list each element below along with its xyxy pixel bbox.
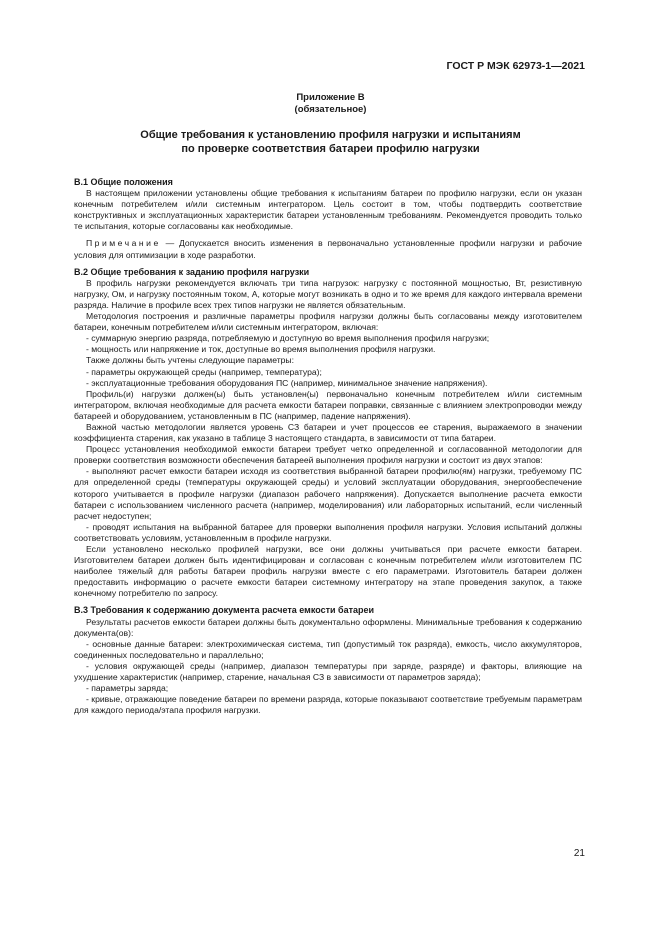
note-text: — Допускается вносить изменения в первоначально установленные профили нагрузки и рабочие условия для оптимизации в ходе разработки.: [74, 238, 582, 260]
list-item: - условия окружающей среды (например, диапазон температуры при заряде, разряде) и факторы, влияющие на ухудшение характеристик (например, старение, начальная СЗ в зависимости от параметров заряда);: [74, 660, 582, 683]
standard-header: ГОСТ Р МЭК 62973-1—2021: [446, 60, 585, 72]
list-item: - мощность или напряжение и ток, доступные во время выполнения профиля нагрузки.: [86, 344, 436, 355]
section-b1-heading: В.1 Общие положения: [74, 177, 173, 187]
document-title: [0, 128, 661, 156]
title-line-2: по проверке соответствия батареи профилю нагрузки: [181, 143, 480, 155]
paragraph: Если установлено несколько профилей нагрузки, все они должны учитываться при расчете емкости батареи. Изготовителем батареи должен быть идентифицирован и согласован с конечным потребителем и/или изготовителем ПС наиболее тяжелый для работы батареи профиль нагрузки вместе с его параметрами. Изготовитель батареи должен предоставить информацию о расчете емкости батареи системному интегратору на этапе проведения закупок, а также конечному потребителю по запросу.: [74, 544, 582, 599]
note-label: Примечание: [86, 238, 161, 249]
list-item: - эксплуатационные требования оборудования ПС (например, минимальное значение напряжения).: [86, 377, 488, 388]
list-item: - параметры заряда;: [86, 683, 169, 694]
paragraph: Процесс установления необходимой емкости батареи требует четко определенной и согласованной методологии для проверки соответствия возможности обеспечения батареей выполнения профиля нагрузки и состоит из двух этапов:: [74, 444, 582, 466]
paragraph: В профиль нагрузки рекомендуется включать три типа нагрузок: нагрузку с постоянной мощностью, Вт, резистивную нагрузку, Ом, и нагрузку постоянным током, А, которые могут возникать в одно и то же время для каждого интервала времени разряда. Наличие в профиле всех трех типов нагрузки не является обязательным.: [74, 277, 582, 310]
paragraph: Профиль(и) нагрузки должен(ы) быть установлен(ы) первоначально конечным потребителем и/или системным интегратором, включая необходимые для расчета емкости батареи поправки, связанные с влиянием электропроводки между батареей и оборудованием, установленным в ПС (например, падение напряжения).: [74, 388, 582, 421]
list-item: - параметры окружающей среды (например, температура);: [86, 366, 322, 377]
page-number: 21: [573, 848, 585, 859]
list-item: - основные данные батареи: электрохимическая система, тип (допустимый ток разряда), емкость, число аккумуляторов, соединенных последовательно и параллельно;: [74, 638, 582, 660]
paragraph: В настоящем приложении установлены общие требования к испытаниям батареи по профилю нагрузки, если он указан конечным потребителем и/или системным интегратором. Цель состоит в том, чтобы подтвердить соответствие конструктивных и эксплуатационных характеристик батареи установленным требованиям. Рекомендуется проводить только те испытания, которые согласованы как необходимые.: [74, 188, 582, 232]
list-item: - выполняют расчет емкости батареи исходя из соответствия выбранной батареи профилю(ям) нагрузки, требуемому ПС для определенной среды (температуры окружающей среды) и условий эксплуатации оборудования, энергообеспечение которого учитывается в профиле нагрузки (диапазон рабочего напряжения). Допускается выполнение расчета емкости батареи с использованием численного расчета (например, моделирования) или лабораторных испытаний, если численный расчет недоступен;: [74, 466, 582, 521]
section-b3-heading: В.3 Требования к содержанию документа расчета емкости батареи: [74, 605, 375, 616]
section-b2-heading: В.2 Общие требования к заданию профиля нагрузки: [74, 266, 310, 277]
list-item: - проводят испытания на выбранной батарее для проверки выполнения профиля нагрузки. Условия испытаний должны соответствовать условиям, установленным в профиле нагрузки.: [74, 521, 582, 543]
note: [74, 238, 582, 260]
annex-title: Приложение В: [296, 92, 365, 103]
title-line-1: Общие требования к установлению профиля нагрузки и испытаниям: [140, 129, 521, 141]
annex-status: (обязательное): [294, 104, 367, 115]
list-item: - суммарную энергию разряда, потребляемую и доступную во время выполнения профиля нагрузки;: [86, 333, 490, 344]
paragraph: Методология построения и различные параметры профиля нагрузки должны быть согласованы между изготовителем батареи, конечным потребителем и/или системным интегратором, включая:: [74, 311, 582, 333]
paragraph: Важной частью методологии является уровень СЗ батареи и учет процессов ее старения, выражаемого в значении коэффициента старения, как указано в таблице 3 настоящего стандарта, в зависимости от типа батареи.: [74, 421, 582, 444]
paragraph: Результаты расчетов емкости батареи должны быть документально оформлены. Минимальные требования к содержанию документа(ов):: [74, 616, 582, 638]
document-body: [74, 177, 582, 716]
annex-heading: [0, 92, 661, 116]
list-item: - кривые, отражающие поведение батареи по времени разряда, которые показывают соответствие требуемым параметрам для каждого периода/этапа профиля нагрузки.: [74, 694, 582, 716]
paragraph: Также должны быть учтены следующие параметры:: [86, 355, 294, 366]
